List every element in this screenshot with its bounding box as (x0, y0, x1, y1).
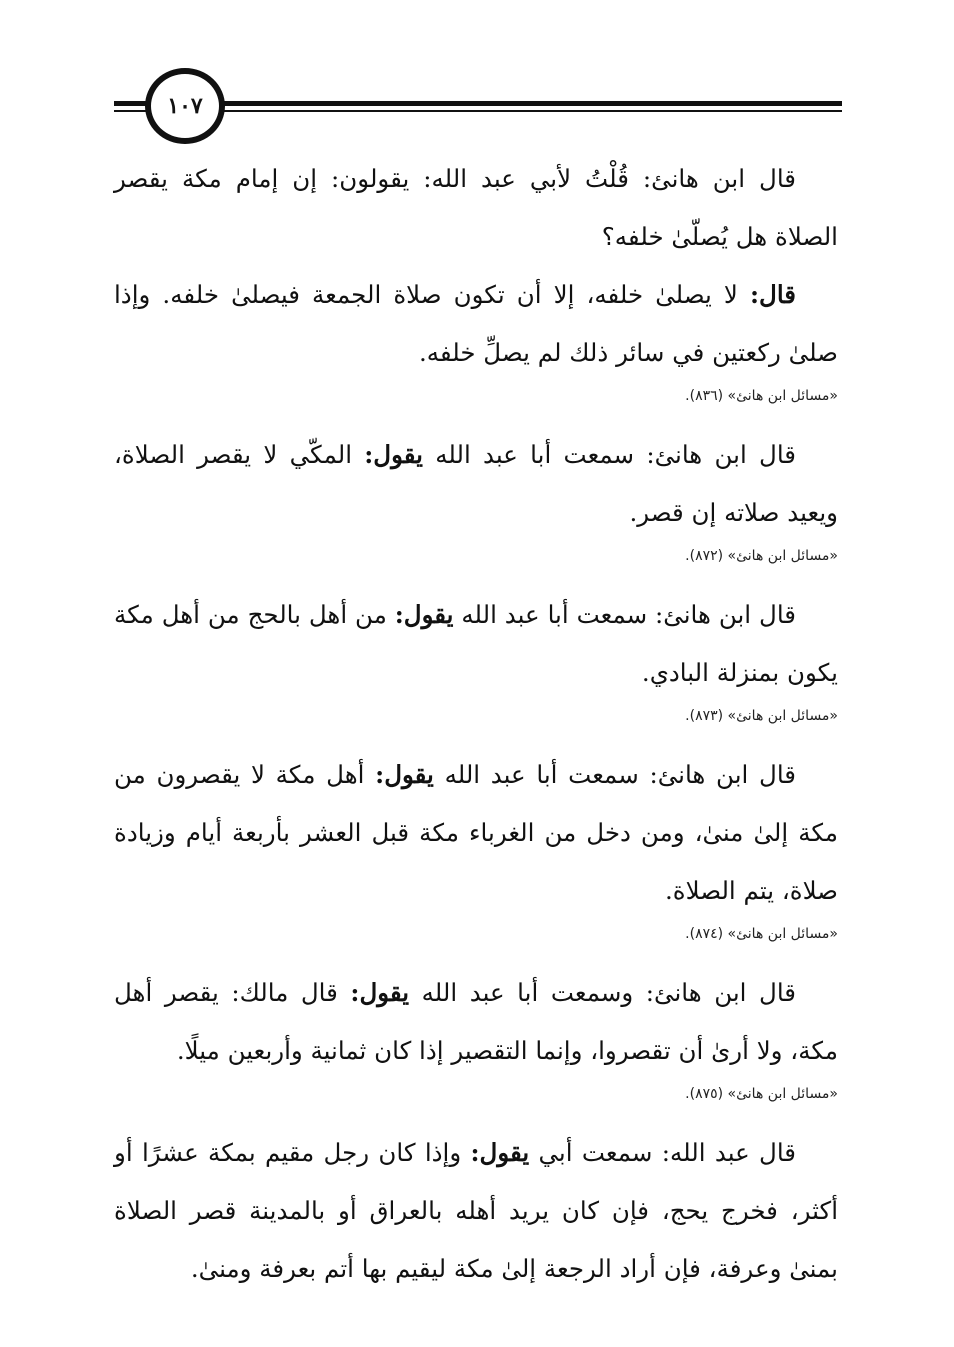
entry-3 (114, 426, 838, 568)
paragraph-text: لا يصلىٰ خلفه، إلا أن تكون صلاة الجمعة فيصلىٰ خلفه. وإذا صلىٰ ركعتين في سائر ذلك لم يصلِّ خلفه. (114, 280, 838, 367)
paragraph-text: قال ابن هانئ: قُلْتُ لأبي عبد الله: يقولون: إن إمام مكة يقصر الصلاة هل يُصلّىٰ خلفه؟ (114, 164, 838, 251)
source-reference: «مسائل ابن هانئ» (٨٧٥). (685, 1086, 838, 1102)
source-reference: «مسائل ابن هانئ» (٨٣٦). (685, 388, 838, 404)
page-body (114, 150, 838, 1298)
paragraph (114, 746, 838, 920)
page-number: ١٠٧ (167, 93, 203, 119)
paragraph-text: من أهل بالحج من أهل مكة يكون بمنزلة البادي. (114, 600, 838, 687)
page-header (0, 60, 954, 150)
speech-verb: يقول: (375, 760, 434, 789)
paragraph-text: قال عبد الله: سمعت أبي (529, 1138, 796, 1167)
entry-6 (114, 964, 838, 1106)
source-reference: «مسائل ابن هانئ» (٨٧٣). (685, 708, 838, 724)
entry-5 (114, 746, 838, 946)
source-reference: «مسائل ابن هانئ» (٨٧٤). (685, 926, 838, 942)
paragraph-text: قال ابن هانئ: سمعت أبا عبد الله (433, 760, 796, 789)
paragraph-text: قال مالك: يقصر أهل مكة، ولا أرىٰ أن تقصروا، وإنما التقصير إذا كان ثمانية وأربعين ميلًا. (114, 978, 838, 1065)
entry-2 (114, 266, 838, 408)
paragraph (114, 586, 838, 702)
paragraph-text: قال ابن هانئ: سمعت أبا عبد الله (453, 600, 796, 629)
paragraph-text: أهل مكة لا يقصرون من مكة إلىٰ منىٰ، ومن دخل من الغرباء مكة قبل العشر بأربعة أيام وزيادة صلاة، يتم الصلاة. (114, 760, 838, 905)
paragraph (114, 426, 838, 542)
paragraph-text: المكّي لا يقصر الصلاة، ويعيد صلاته إن قصر. (114, 440, 838, 527)
paragraph-text: قال ابن هانئ: سمعت أبا عبد الله (422, 440, 796, 469)
paragraph (114, 964, 838, 1080)
speaker-label: قال: (749, 280, 796, 309)
entry-7 (114, 1124, 838, 1298)
source-reference: «مسائل ابن هانئ» (٨٧٢). (685, 548, 838, 564)
speech-verb: يقول: (394, 600, 454, 629)
paragraph-text: قال ابن هانئ: وسمعت أبا عبد الله (409, 978, 797, 1007)
paragraph (114, 150, 838, 266)
paragraph (114, 1124, 838, 1298)
speech-verb: يقول: (364, 440, 423, 469)
entry-1 (114, 150, 838, 266)
paragraph-text: وإذا كان رجل مقيم بمكة عشرًا أو أكثر، فخرج يحج، فإن كان يريد أهله بالعراق أو بالمدينة قصر الصلاة بمنىٰ وعرفة، فإن أراد الرجعة إلىٰ مكة ليقيم بها أتم بعرفة ومنىٰ. (114, 1138, 838, 1283)
speech-verb: يقول: (470, 1138, 530, 1167)
paragraph (114, 266, 838, 382)
page-number-oval (145, 68, 225, 144)
speech-verb: يقول: (350, 978, 410, 1007)
entry-4 (114, 586, 838, 728)
